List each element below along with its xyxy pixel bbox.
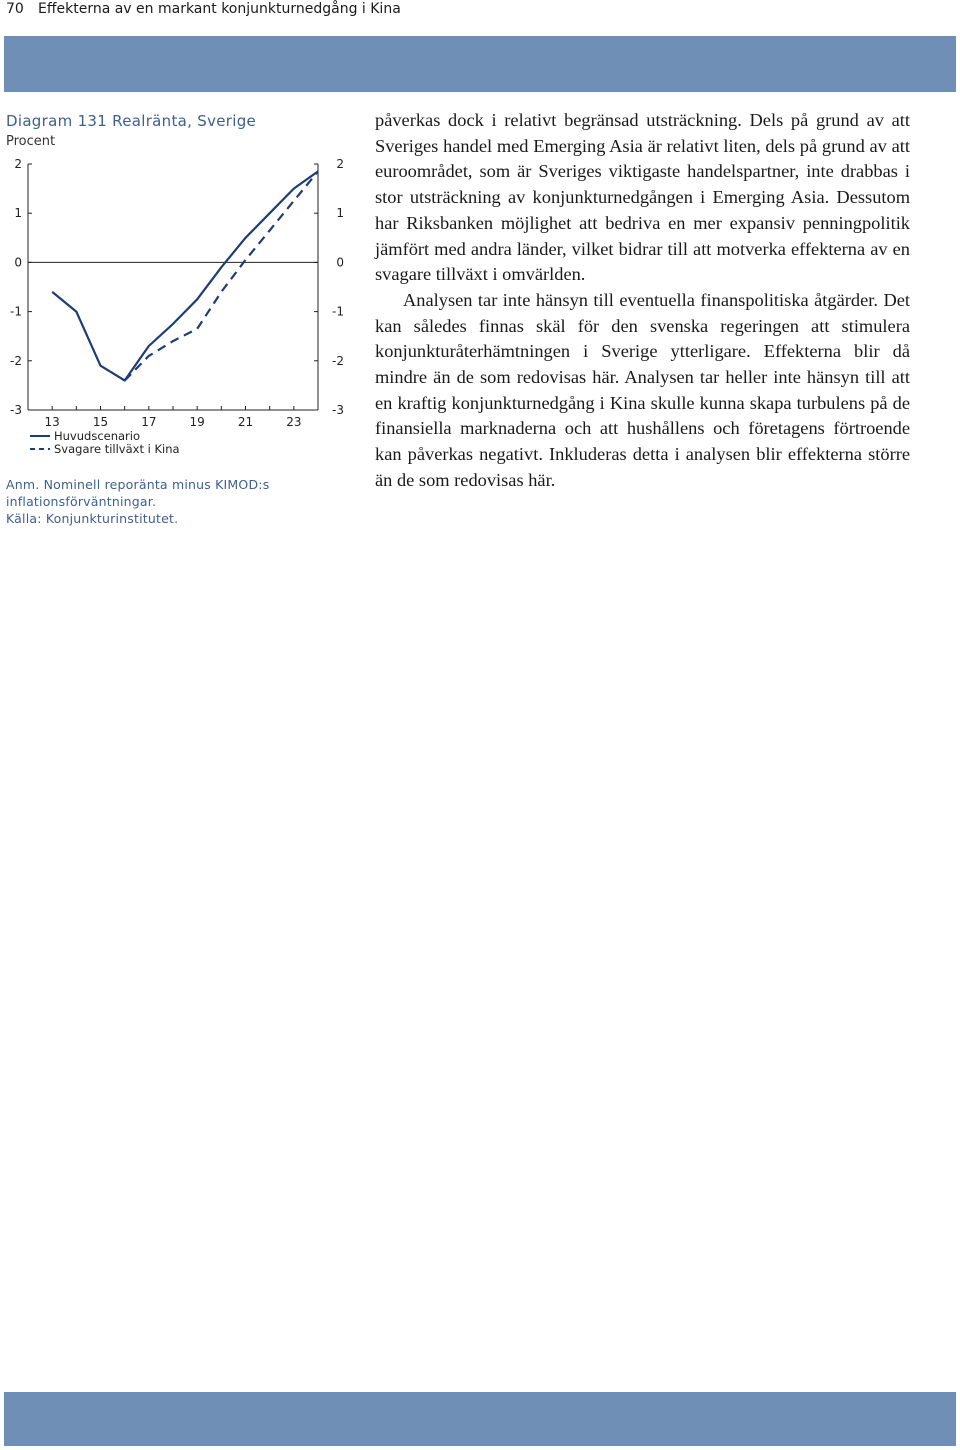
diagram-unit: Procent [6, 134, 56, 149]
diagram-note-line1: Anm. Nominell reporänta minus KIMOD:s [6, 477, 270, 492]
y-tick-label-right: -1 [332, 304, 344, 319]
series-line-1 [52, 171, 318, 380]
x-tick-label: 15 [92, 415, 109, 429]
y-tick-label-left: 0 [14, 255, 22, 270]
diagram-source: Källa: Konjunkturinstitutet. [6, 511, 179, 526]
paragraph-1: påverkas dock i relativt begränsad utsträckning. Dels på grund av att Sveriges handel med Emerging Asia är relativt liten, dels på grund av att euroområdet, som är Sveriges viktigaste handelspartner, inte drabbas i stor utsträckning av konjunkturnedgången i Emerging Asia. Dessutom har Riksbanken möjlighet att bedriva en mer expansiv penningpolitik jämfört med andra länder, vilket bidrar till att motverka effekterna av en svagare tillväxt i omvärlden. [375, 110, 910, 285]
x-tick-label: 17 [141, 415, 157, 429]
real-rate-chart [6, 150, 346, 480]
legend-label-1: Huvudscenario [54, 429, 141, 443]
legend-label-2: Svagare tillväxt i Kina [54, 442, 180, 456]
y-tick-label-left: 2 [14, 157, 22, 171]
y-tick-label-right: -3 [332, 403, 344, 417]
x-tick-label: 21 [237, 415, 254, 429]
diagram-note [6, 476, 326, 527]
running-title: Effekterna av en markant konjunkturnedgång i Kina [38, 1, 401, 17]
y-tick-label-right: 0 [336, 255, 344, 270]
x-tick-label: 23 [286, 415, 302, 429]
x-tick-label: 19 [189, 415, 205, 429]
y-tick-label-left: -1 [10, 304, 22, 319]
y-tick-label-right: 2 [336, 157, 344, 171]
diagram-note-line2: inflationsförväntningar. [6, 494, 157, 509]
body-text [375, 108, 910, 494]
y-tick-label-left: 1 [14, 206, 22, 221]
y-tick-label-right: 1 [336, 206, 344, 221]
page-number: 70 [6, 1, 24, 17]
top-color-band [4, 36, 956, 92]
x-tick-label: 13 [44, 415, 60, 429]
y-tick-label-left: -3 [10, 403, 22, 417]
y-tick-label-left: -2 [10, 353, 22, 368]
diagram-title: Diagram 131 Realränta, Sverige [6, 112, 257, 130]
paragraph-2: Analysen tar inte hänsyn till eventuella finanspolitiska åtgärder. Det kan således finnas skäl för den svenska regeringen att stimulera konjunkturåterhämtningen i Sverige ytterligare. Effekterna blir då mindre än de som redovisas här. Analysen tar heller inte hänsyn till att en kraftig konjunkturnedgång i Kina skulle kunna skapa turbulens på de finansiella marknaderna och att hushållens och företagens förtroende kan påverkas negativt. Inkluderas detta i analysen blir effekterna större än de som redovisas här. [375, 289, 910, 490]
bottom-color-band [4, 1392, 956, 1446]
page-header [0, 0, 960, 22]
y-tick-label-right: -2 [332, 353, 344, 368]
series-line-2 [125, 171, 318, 380]
